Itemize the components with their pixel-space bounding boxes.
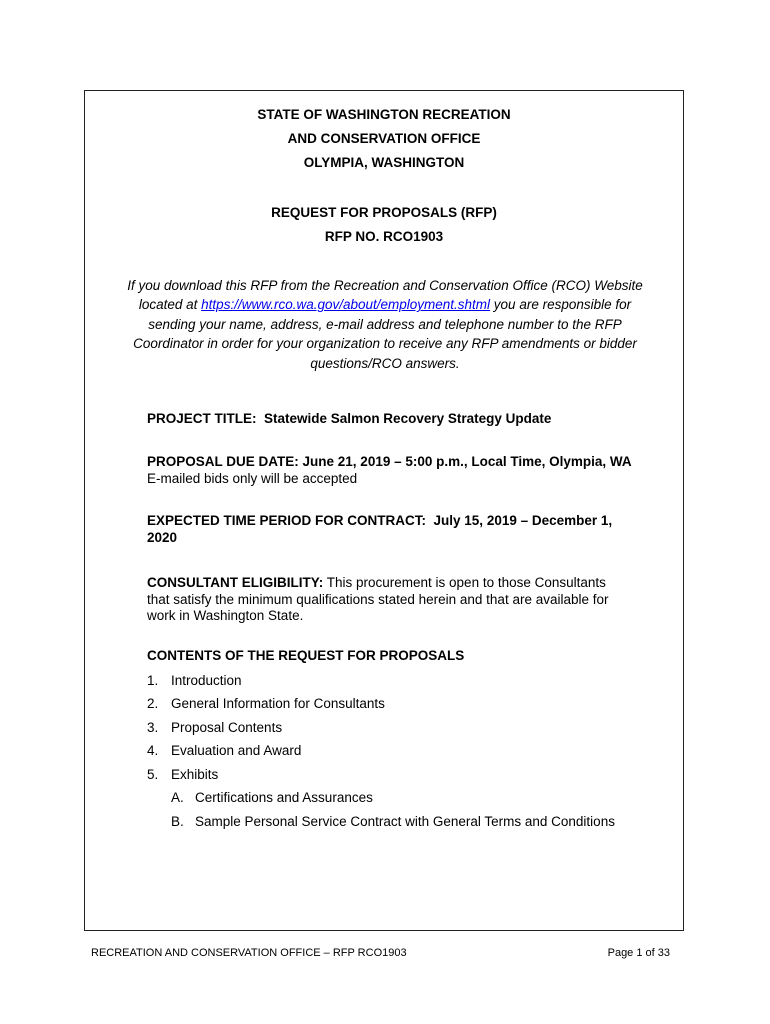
download-notice-text-2: you are responsible for sending your name, address, e-mail address and telephone number to the RFP Coordinator in order for your organization to receive any RFP amendments or bidder questions/RCO answers. [133, 297, 637, 371]
toc-subitem-letter: B. [171, 814, 184, 829]
toc-item [147, 673, 242, 688]
toc-item-number: 3. [147, 720, 159, 735]
contract-period-value: July 15, 2019 – December 1, 2020 [147, 513, 613, 545]
due-date-label: PROPOSAL DUE DATE: [147, 454, 299, 469]
rco-website-link[interactable]: https://www.rco.wa.gov/about/employment.shtml [201, 297, 491, 313]
toc-subitem [171, 814, 615, 829]
toc-item-label: Exhibits [171, 767, 219, 782]
download-notice-text-1: If you download this RFP from the Recreation and Conservation Office (RCO) Website located at [127, 278, 643, 313]
contents-heading: CONTENTS OF THE REQUEST FOR PROPOSALS [147, 648, 465, 663]
eligibility-text: This procurement is open to those Consultants that satisfy the minimum qualifications stated herein and that are available for work in Washington State. [147, 575, 609, 623]
toc-item-number: 5. [147, 767, 159, 782]
agency-name-line-2: AND CONSERVATION OFFICE [287, 131, 481, 146]
contract-period-label: EXPECTED TIME PERIOD FOR CONTRACT: [147, 513, 427, 528]
toc-item-label: Introduction [171, 673, 242, 688]
due-date-value: June 21, 2019 – 5:00 p.m., Local Time, Olympia, WA [302, 454, 632, 469]
toc-item-label: Proposal Contents [171, 720, 283, 735]
project-title [147, 411, 647, 428]
proposal-due-date [147, 454, 647, 487]
project-title-label: PROJECT TITLE: [147, 411, 257, 426]
toc-subitem [171, 790, 373, 805]
toc-item-number: 2. [147, 696, 159, 711]
agency-location: OLYMPIA, WASHINGTON [303, 155, 465, 170]
toc-item [147, 767, 218, 782]
rfp-title: REQUEST FOR PROPOSALS (RFP) [271, 205, 497, 220]
contract-period [147, 513, 637, 546]
footer-document-id: RECREATION AND CONSERVATION OFFICE – RFP RCO1903 [91, 947, 407, 959]
toc-item-number: 4. [147, 743, 159, 758]
toc-item-label: General Information for Consultants [171, 696, 385, 711]
project-title-value: Statewide Salmon Recovery Strategy Update [264, 411, 552, 426]
toc-subitem-label: Certifications and Assurances [195, 790, 373, 805]
toc-item-label: Evaluation and Award [171, 743, 302, 758]
due-date-note: E-mailed bids only will be accepted [147, 470, 358, 486]
toc-subitem-label: Sample Personal Service Contract with General Terms and Conditions [195, 814, 615, 829]
agency-name-line-1: STATE OF WASHINGTON RECREATION [257, 107, 511, 122]
rfp-number: RFP NO. RCO1903 [324, 229, 444, 244]
consultant-eligibility [147, 575, 632, 625]
toc-item [147, 720, 282, 735]
toc-item [147, 743, 301, 758]
toc-item-number: 1. [147, 673, 159, 688]
download-notice [120, 276, 650, 373]
toc-item [147, 696, 385, 711]
toc-subitem-letter: A. [171, 790, 184, 805]
footer-page-number: Page 1 of 33 [607, 947, 670, 959]
eligibility-label: CONSULTANT ELIGIBILITY: [147, 575, 324, 590]
